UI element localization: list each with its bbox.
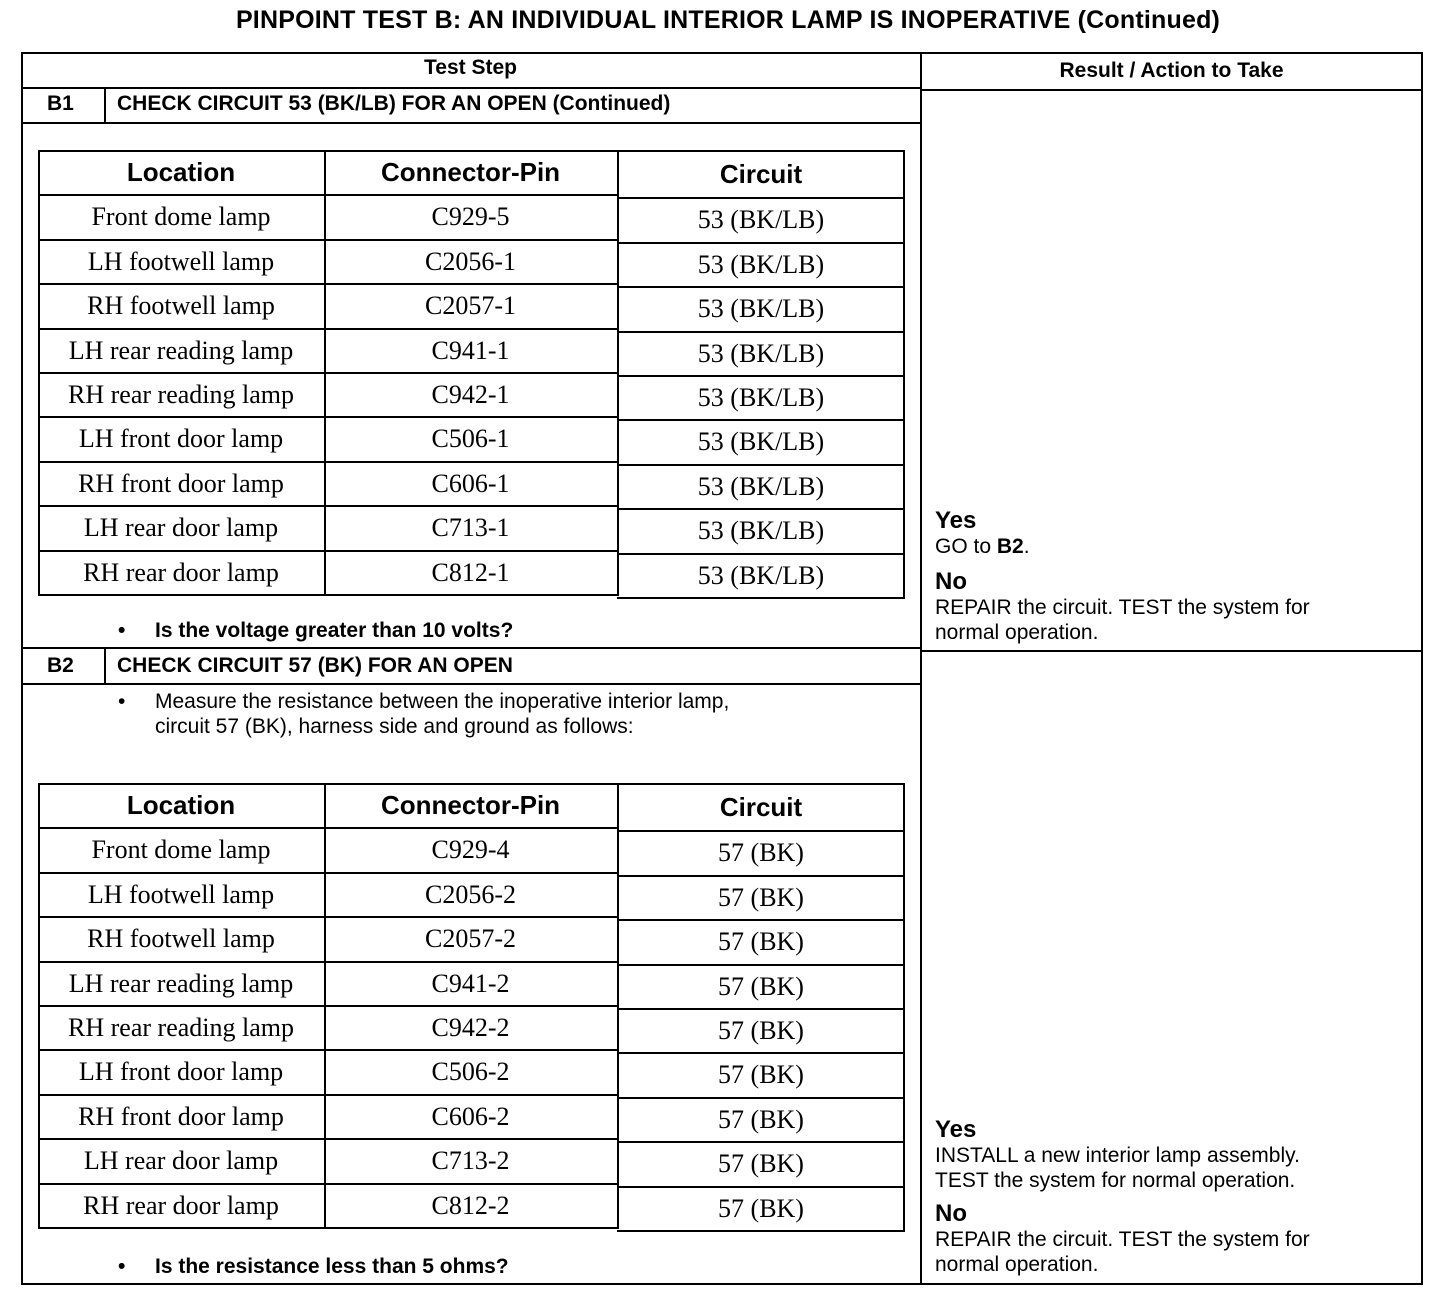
table-rule (38, 827, 618, 829)
cell-location: LH footwell lamp (87, 246, 275, 276)
col-header-location: Location (126, 790, 236, 820)
table-row (38, 1138, 905, 1183)
step-b2-id: B2 (47, 654, 74, 677)
result-separator (920, 650, 1423, 652)
outer-left-border (21, 52, 23, 1285)
step-b1-header-bottom (21, 122, 922, 124)
table-rule (38, 194, 618, 196)
col-header-circuit: Circuit (719, 159, 803, 189)
header-right-bottom-border (920, 89, 1423, 91)
b2-instruction-line2: circuit 57 (BK), harness side and ground as follows: (155, 715, 634, 738)
b1-yes-label: Yes (935, 507, 977, 534)
b1-question-bullet: • (118, 619, 126, 642)
cell-location: LH rear reading lamp (68, 968, 294, 998)
cell-location: RH footwell lamp (87, 290, 275, 320)
step-b1-id-divider (104, 87, 106, 123)
table-row (38, 194, 905, 239)
cell-circuit: 57 (BK) (718, 1148, 804, 1178)
outer-top-border (21, 52, 1423, 54)
cell-connector-pin: C506-1 (431, 423, 510, 453)
cell-connector-pin: C941-2 (431, 968, 510, 998)
table-rule (617, 331, 905, 333)
outer-bottom-border (21, 1283, 1423, 1285)
b2-question: Is the resistance less than 5 ohms? (155, 1255, 509, 1278)
table-row (38, 1183, 905, 1228)
cell-location: LH front door lamp (78, 1056, 284, 1086)
table-rule (38, 872, 618, 874)
b2-instruction-bullet: • (118, 690, 126, 713)
table-row (38, 961, 905, 1006)
b1-no-label: No (935, 568, 967, 595)
cell-location: RH rear door lamp (83, 1190, 279, 1220)
header-test-step: Test Step (424, 56, 517, 79)
table-rule (38, 1049, 618, 1051)
table-rule (38, 550, 618, 552)
cell-circuit: 53 (BK/LB) (697, 204, 825, 234)
cell-location: LH rear door lamp (83, 1145, 279, 1175)
cell-connector-pin: C713-1 (431, 512, 510, 542)
b2-yes-action-line1: INSTALL a new interior lamp assembly. (935, 1144, 1300, 1167)
table-rule (617, 964, 905, 966)
table-column-rule (903, 783, 905, 1232)
cell-location: RH front door lamp (78, 1101, 284, 1131)
cell-connector-pin: C506-2 (431, 1056, 510, 1086)
cell-circuit: 57 (BK) (718, 1104, 804, 1134)
cell-circuit: 53 (BK/LB) (697, 426, 825, 456)
b1-b2-separator (21, 647, 922, 649)
cell-connector-pin: C2057-2 (425, 923, 516, 953)
b1-result (935, 508, 1310, 645)
b2-no-action-line1: REPAIR the circuit. TEST the system for (935, 1228, 1310, 1251)
table-column-rule (38, 150, 40, 596)
cell-circuit: 57 (BK) (718, 837, 804, 867)
page-title: PINPOINT TEST B: AN INDIVIDUAL INTERIOR LAMP IS INOPERATIVE (Continued) (235, 6, 1221, 34)
cell-connector-pin: C2056-1 (425, 246, 516, 276)
cell-location: Front dome lamp (91, 201, 271, 231)
table-row (38, 550, 905, 595)
table-rule (38, 1183, 618, 1185)
table-row (38, 1094, 905, 1139)
b2-question-bullet: • (118, 1255, 126, 1278)
header-result-action: Result / Action to Take (1059, 59, 1284, 82)
table-header-row (38, 150, 905, 195)
col-header-connector-pin: Connector-Pin (380, 790, 561, 820)
table-rule (617, 1097, 905, 1099)
cell-location: RH front door lamp (78, 468, 284, 498)
cell-connector-pin: C942-1 (431, 379, 510, 409)
b1-yes-action-suffix: . (1023, 535, 1030, 558)
table-column-rule (903, 150, 905, 599)
cell-circuit: 57 (BK) (718, 1059, 804, 1089)
table-rule (38, 594, 618, 596)
table-rule (38, 328, 618, 330)
table-rule (38, 1138, 618, 1140)
table-rule (38, 783, 618, 785)
cell-circuit: 53 (BK/LB) (697, 515, 825, 545)
table-rule (617, 783, 905, 785)
table-rule (617, 1008, 905, 1010)
table-rule (617, 286, 905, 288)
b1-no-action-line1: REPAIR the circuit. TEST the system for (935, 596, 1310, 619)
table-rule (38, 461, 618, 463)
table-rule (617, 464, 905, 466)
col-header-circuit: Circuit (719, 792, 803, 822)
b1-no-action-line2: normal operation. (935, 621, 1099, 644)
cell-location: LH front door lamp (78, 423, 284, 453)
col-header-connector-pin: Connector-Pin (380, 157, 561, 187)
table-row (38, 461, 905, 506)
table-rule (617, 1186, 905, 1188)
cell-circuit: 57 (BK) (718, 971, 804, 1001)
cell-circuit: 57 (BK) (718, 926, 804, 956)
table-row (38, 1049, 905, 1094)
cell-connector-pin: C812-1 (431, 557, 510, 587)
table-rule (617, 242, 905, 244)
table-rule (617, 1230, 905, 1232)
step-b2-header-bottom (21, 683, 922, 685)
cell-connector-pin: C929-5 (431, 201, 510, 231)
table-row (38, 827, 905, 872)
table-rule (617, 1141, 905, 1143)
cell-location: LH footwell lamp (87, 879, 275, 909)
table-rule (617, 508, 905, 510)
b2-no-label: No (935, 1200, 967, 1227)
table-row (38, 1005, 905, 1050)
table-rule (617, 830, 905, 832)
cell-circuit: 57 (BK) (718, 1015, 804, 1045)
cell-circuit: 53 (BK/LB) (697, 293, 825, 323)
table-rule (617, 419, 905, 421)
cell-location: LH rear door lamp (83, 512, 279, 542)
cell-location: RH rear reading lamp (68, 1012, 294, 1042)
step-b1-title: CHECK CIRCUIT 53 (BK/LB) FOR AN OPEN (Continued) (117, 92, 671, 115)
b1-location-table (38, 150, 905, 598)
table-rule (38, 1005, 618, 1007)
cell-circuit: 57 (BK) (718, 1193, 804, 1223)
table-rule (38, 1094, 618, 1096)
table-rule (617, 919, 905, 921)
cell-connector-pin: C713-2 (431, 1145, 510, 1175)
table-rule (617, 875, 905, 877)
table-rule (617, 150, 905, 152)
table-column-rule (324, 783, 326, 1229)
cell-connector-pin: C606-1 (431, 468, 510, 498)
column-divider (920, 52, 922, 1285)
table-row (38, 916, 905, 961)
table-row (38, 505, 905, 550)
cell-location: RH footwell lamp (87, 923, 275, 953)
table-column-rule (38, 783, 40, 1229)
b2-location-table (38, 783, 905, 1231)
step-b1-id: B1 (47, 92, 74, 115)
cell-connector-pin: C929-4 (431, 834, 510, 864)
table-rule (38, 150, 618, 152)
table-rule (38, 283, 618, 285)
table-rule (38, 239, 618, 241)
table-rule (38, 372, 618, 374)
cell-connector-pin: C812-2 (431, 1190, 510, 1220)
table-rule (617, 197, 905, 199)
table-column-rule (617, 150, 619, 596)
table-column-rule (324, 150, 326, 596)
table-row (38, 872, 905, 917)
b2-yes-action-line2: TEST the system for normal operation. (935, 1169, 1296, 1192)
table-column-rule (617, 783, 619, 1229)
header-left-bottom-border (21, 87, 922, 89)
b1-yes-action-prefix: GO to (935, 535, 997, 558)
table-rule (617, 375, 905, 377)
cell-location: Front dome lamp (91, 834, 271, 864)
b1-yes-action (935, 534, 1310, 559)
cell-circuit: 53 (BK/LB) (697, 382, 825, 412)
b2-no-action-line2: normal operation. (935, 1253, 1099, 1276)
table-rule (38, 961, 618, 963)
cell-circuit: 53 (BK/LB) (697, 338, 825, 368)
cell-connector-pin: C2057-1 (425, 290, 516, 320)
cell-circuit: 57 (BK) (718, 882, 804, 912)
table-rule (38, 416, 618, 418)
cell-location: RH rear reading lamp (68, 379, 294, 409)
table-row (38, 416, 905, 461)
cell-connector-pin: C2056-2 (425, 879, 516, 909)
table-rule (617, 553, 905, 555)
table-row (38, 239, 905, 284)
b1-yes-action-goto: B2 (996, 535, 1024, 558)
table-rule (38, 1227, 618, 1229)
b2-result (935, 1117, 1310, 1277)
cell-location: RH rear door lamp (83, 557, 279, 587)
table-rule (38, 916, 618, 918)
step-b2-title: CHECK CIRCUIT 57 (BK) FOR AN OPEN (117, 654, 513, 677)
cell-circuit: 53 (BK/LB) (697, 249, 825, 279)
col-header-location: Location (126, 157, 236, 187)
step-b2-id-divider (104, 647, 106, 683)
outer-right-border (1421, 52, 1423, 1285)
table-row (38, 328, 905, 373)
cell-connector-pin: C606-2 (431, 1101, 510, 1131)
table-rule (617, 1052, 905, 1054)
table-row (38, 372, 905, 417)
cell-circuit: 53 (BK/LB) (697, 471, 825, 501)
table-rule (617, 597, 905, 599)
cell-connector-pin: C942-2 (431, 1012, 510, 1042)
cell-location: LH rear reading lamp (68, 335, 294, 365)
cell-circuit: 53 (BK/LB) (697, 560, 825, 590)
b2-instruction-line1: Measure the resistance between the inoperative interior lamp, (155, 690, 730, 713)
table-header-row (38, 783, 905, 828)
b2-yes-label: Yes (935, 1116, 977, 1143)
b1-question: Is the voltage greater than 10 volts? (155, 619, 514, 642)
table-row (38, 283, 905, 328)
table-rule (38, 505, 618, 507)
cell-connector-pin: C941-1 (431, 335, 510, 365)
